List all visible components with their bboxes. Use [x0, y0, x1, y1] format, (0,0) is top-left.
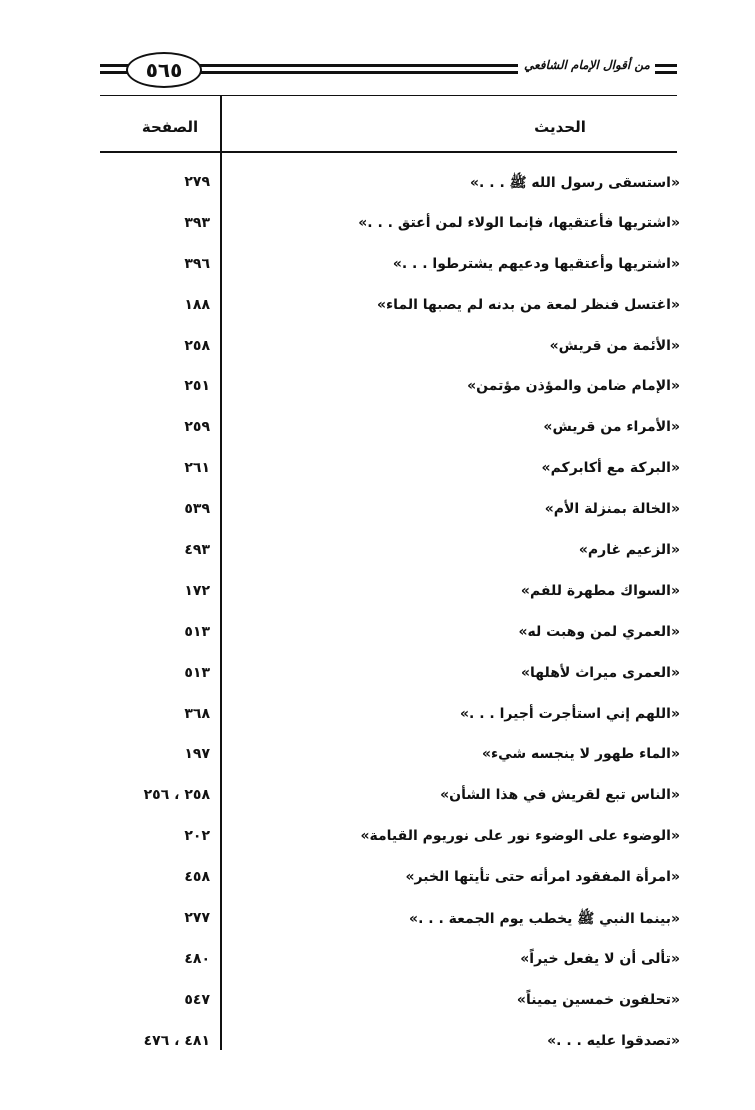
hadith-text: «اشتريها وأعتقيها ودعيهم يشترطوا . . .»	[392, 255, 680, 272]
table-row	[100, 250, 680, 291]
table-row	[100, 372, 680, 413]
table-row	[100, 945, 680, 986]
hadith-text: «اغتسل فنظر لمعة من بدنه لم يصبها الماء»	[376, 296, 680, 313]
page-reference: ٥٣٩	[184, 501, 210, 518]
table-row	[100, 168, 680, 209]
page-reference: ٣٦٨	[184, 705, 210, 722]
table-row	[100, 1027, 680, 1068]
page-reference: ١٧٢	[184, 582, 210, 599]
hadith-text: «العمري لمن وهبت له»	[518, 623, 680, 640]
hadith-text: «الأمراء من قريش»	[543, 419, 680, 436]
header-divider	[100, 151, 677, 153]
hadith-text: «استسقى رسول الله ﷺ . . .»	[470, 175, 680, 191]
header-rule-middle	[200, 64, 518, 74]
hadith-text: «السواك مطهرة للفم»	[520, 582, 680, 599]
page-reference: ١٨٨	[184, 296, 210, 313]
page-reference: ٥٤٧	[184, 991, 210, 1008]
table-row	[100, 822, 680, 863]
hadith-text: «الأئمة من قريش»	[549, 337, 680, 354]
page-reference: ٢٦١	[184, 460, 210, 477]
page-reference: ٤٩٣	[184, 542, 210, 559]
page-reference: ٤٨٠	[184, 950, 210, 967]
hadith-text: «الماء طهور لا ينجسه شيء»	[481, 746, 680, 763]
page-reference: ٢٥٩	[184, 419, 210, 436]
table-row	[100, 454, 680, 495]
page-reference: ٣٩٦	[184, 255, 210, 272]
hadith-text: «امرأة المفقود امرأته حتى تأيتها الخبر»	[405, 869, 680, 886]
table-row	[100, 291, 680, 332]
hadith-text: «الوضوء على الوضوء نور على نوريوم القيامة»	[360, 828, 680, 845]
page-reference: ٤٥٨	[184, 869, 210, 886]
table-top-border	[100, 95, 677, 96]
table-row	[100, 740, 680, 781]
table-row	[100, 413, 680, 454]
hadith-text: «تحلفون خمسين يميناً»	[516, 991, 680, 1008]
table-row	[100, 618, 680, 659]
column-header-page: الصفحة	[141, 118, 199, 136]
table-row	[100, 863, 680, 904]
page-reference: ٥١٣	[184, 664, 210, 681]
page-reference: ٢٧٩	[184, 174, 210, 190]
table-row	[100, 700, 680, 741]
header-rule-right	[655, 64, 677, 74]
hadith-text: «بينما النبي ﷺ يخطب يوم الجمعة . . .»	[409, 911, 680, 928]
table-row	[100, 495, 680, 536]
table-row	[100, 986, 680, 1027]
page-header	[0, 0, 755, 100]
table-row	[100, 536, 680, 577]
page-number: ٥٦٥	[126, 52, 202, 88]
hadith-text: «الإمام ضامن والمؤذن مؤتمن»	[467, 378, 680, 395]
table-row	[100, 904, 680, 945]
column-header-hadith: الحديث	[534, 118, 586, 136]
hadith-text: «الخالة بمنزلة الأم»	[544, 501, 680, 518]
page-reference: ٢٥١	[184, 378, 210, 395]
hadith-text: «تألى أن لا يفعل خيراً»	[520, 950, 680, 967]
hadith-text: «اللهم إني استأجرت أجيرا . . .»	[459, 705, 680, 722]
hadith-text: «تصدقوا عليه . . .»	[547, 1032, 680, 1049]
header-rule-left	[100, 64, 128, 74]
index-table-body	[100, 168, 680, 1068]
table-row	[100, 659, 680, 700]
table-row	[100, 781, 680, 822]
table-row	[100, 209, 680, 250]
page-reference: ٢٧٧	[184, 910, 210, 927]
hadith-text: «العمرى ميراث لأهلها»	[520, 664, 680, 681]
table-row	[100, 577, 680, 618]
hadith-text: «اشتريها فأعتقيها، فإنما الولاء لمن أعتق . . .»	[358, 214, 680, 231]
hadith-text: «البركة مع أكابركم»	[541, 460, 680, 477]
hadith-text: «الناس تبع لقريش في هذا الشأن»	[440, 787, 680, 804]
page-reference: ٢٥٨	[184, 337, 210, 354]
page-reference: ٢٠٢	[184, 828, 210, 845]
running-title: من أقوال الإمام الشافعي	[524, 58, 650, 72]
hadith-text: «الزعيم غارم»	[578, 542, 680, 559]
page-reference: ١٩٧	[184, 746, 210, 763]
page-reference: ٣٩٣	[184, 214, 210, 231]
page-reference: ٢٥٨ ، ٢٥٦	[143, 787, 210, 804]
page-reference: ٥١٣	[184, 623, 210, 640]
page-reference: ٤٨١ ، ٤٧٦	[143, 1032, 210, 1049]
table-row	[100, 332, 680, 373]
